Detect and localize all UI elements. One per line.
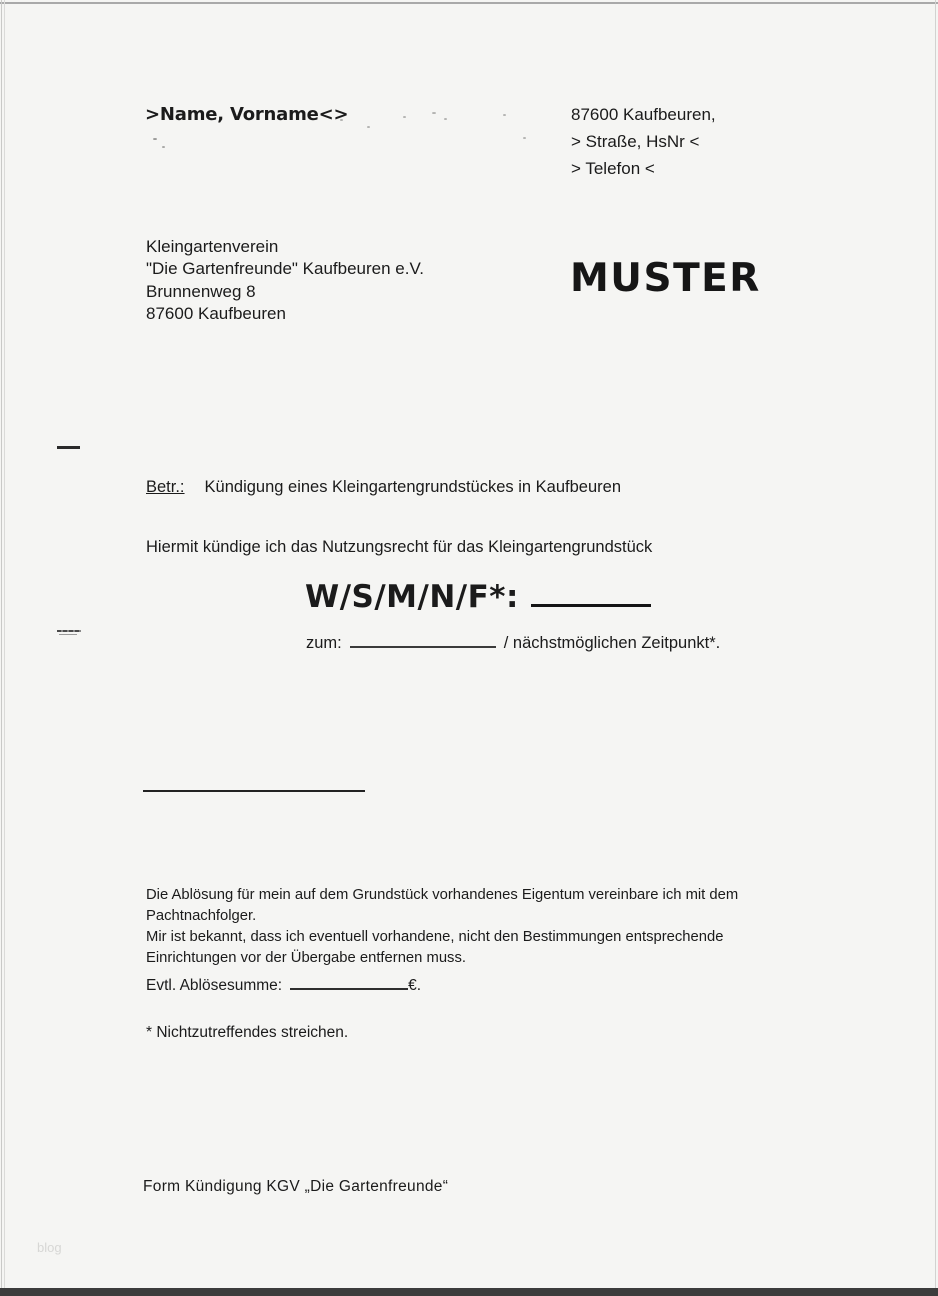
- scan-speck: [444, 118, 447, 120]
- signature-line: [143, 790, 365, 792]
- redemption-currency: €.: [408, 977, 422, 994]
- redemption-blank-line: [290, 987, 408, 990]
- intro-sentence: Hiermit kündige ich das Nutzungsrecht für das Kleingartengrundstück: [146, 538, 653, 556]
- muster-stamp: MUSTER: [570, 256, 761, 301]
- scan-speck: [503, 114, 506, 116]
- scan-edge-top: [0, 2, 938, 4]
- scan-speck: [403, 116, 406, 118]
- recipient-address-block: [146, 236, 424, 326]
- scan-edge-bottom-bar: [0, 1288, 938, 1296]
- scan-speck: [153, 138, 157, 140]
- terms-line: Die Ablösung für mein auf dem Grundstück vorhandenes Eigentum vereinbare ich mit dem: [146, 887, 739, 903]
- footnote-text: * Nichtzutreffendes streichen.: [146, 1024, 349, 1041]
- recipient-line: "Die Gartenfreunde" Kaufbeuren e.V.: [146, 259, 424, 279]
- redemption-sum-line: [146, 977, 421, 995]
- scan-speck: [523, 137, 526, 139]
- terms-paragraph: [146, 885, 738, 969]
- sender-city: 87600 Kaufbeuren,: [571, 105, 716, 124]
- sender-address-block: [571, 101, 716, 182]
- sender-phone-placeholder: > Telefon <: [571, 159, 655, 178]
- scan-speck: [367, 126, 370, 128]
- terms-line: Mir ist bekannt, dass ich eventuell vorhandene, nicht den Bestimmungen entsprechende: [146, 929, 724, 945]
- date-suffix: / nächstmöglichen Zeitpunkt*.: [503, 634, 721, 652]
- redemption-label: Evtl. Ablösesumme:: [146, 977, 283, 994]
- plot-code-blank-line: [531, 603, 651, 607]
- fold-mark-top: [57, 446, 80, 449]
- sender-street-placeholder: > Straße, HsNr <: [571, 132, 700, 151]
- scan-speck: [432, 112, 436, 114]
- fold-mark-bottom-shadow: [59, 634, 77, 635]
- recipient-line: Brunnenweg 8: [146, 281, 256, 301]
- scan-edge-left-inner: [4, 0, 5, 1296]
- terms-line: Pachtnachfolger.: [146, 908, 257, 924]
- scan-edge-right: [935, 0, 936, 1296]
- recipient-line: Kleingartenverein: [146, 237, 279, 256]
- sender-name-placeholder: >Name, Vorname<>: [145, 104, 349, 125]
- corner-watermark: blog: [37, 1240, 62, 1255]
- subject-label: Betr.:: [146, 478, 185, 496]
- subject-text: Kündigung eines Kleingartengrundstückes in Kaufbeuren: [204, 478, 621, 496]
- plot-code-line: [305, 579, 651, 615]
- scan-speck: [162, 146, 165, 148]
- fold-mark-bottom: [57, 630, 81, 632]
- terms-line: Einrichtungen vor der Übergabe entfernen muss.: [146, 950, 466, 966]
- date-label: zum:: [306, 634, 342, 652]
- termination-date-line: [306, 634, 720, 653]
- recipient-line: 87600 Kaufbeuren: [146, 304, 286, 324]
- subject-line: [146, 478, 621, 497]
- plot-code-label: W/S/M/N/F*:: [305, 579, 519, 615]
- form-identifier-text: Form Kündigung KGV „Die Gartenfreunde“: [143, 1178, 449, 1195]
- scan-edge-left: [1, 0, 2, 1296]
- date-blank-line: [350, 645, 496, 648]
